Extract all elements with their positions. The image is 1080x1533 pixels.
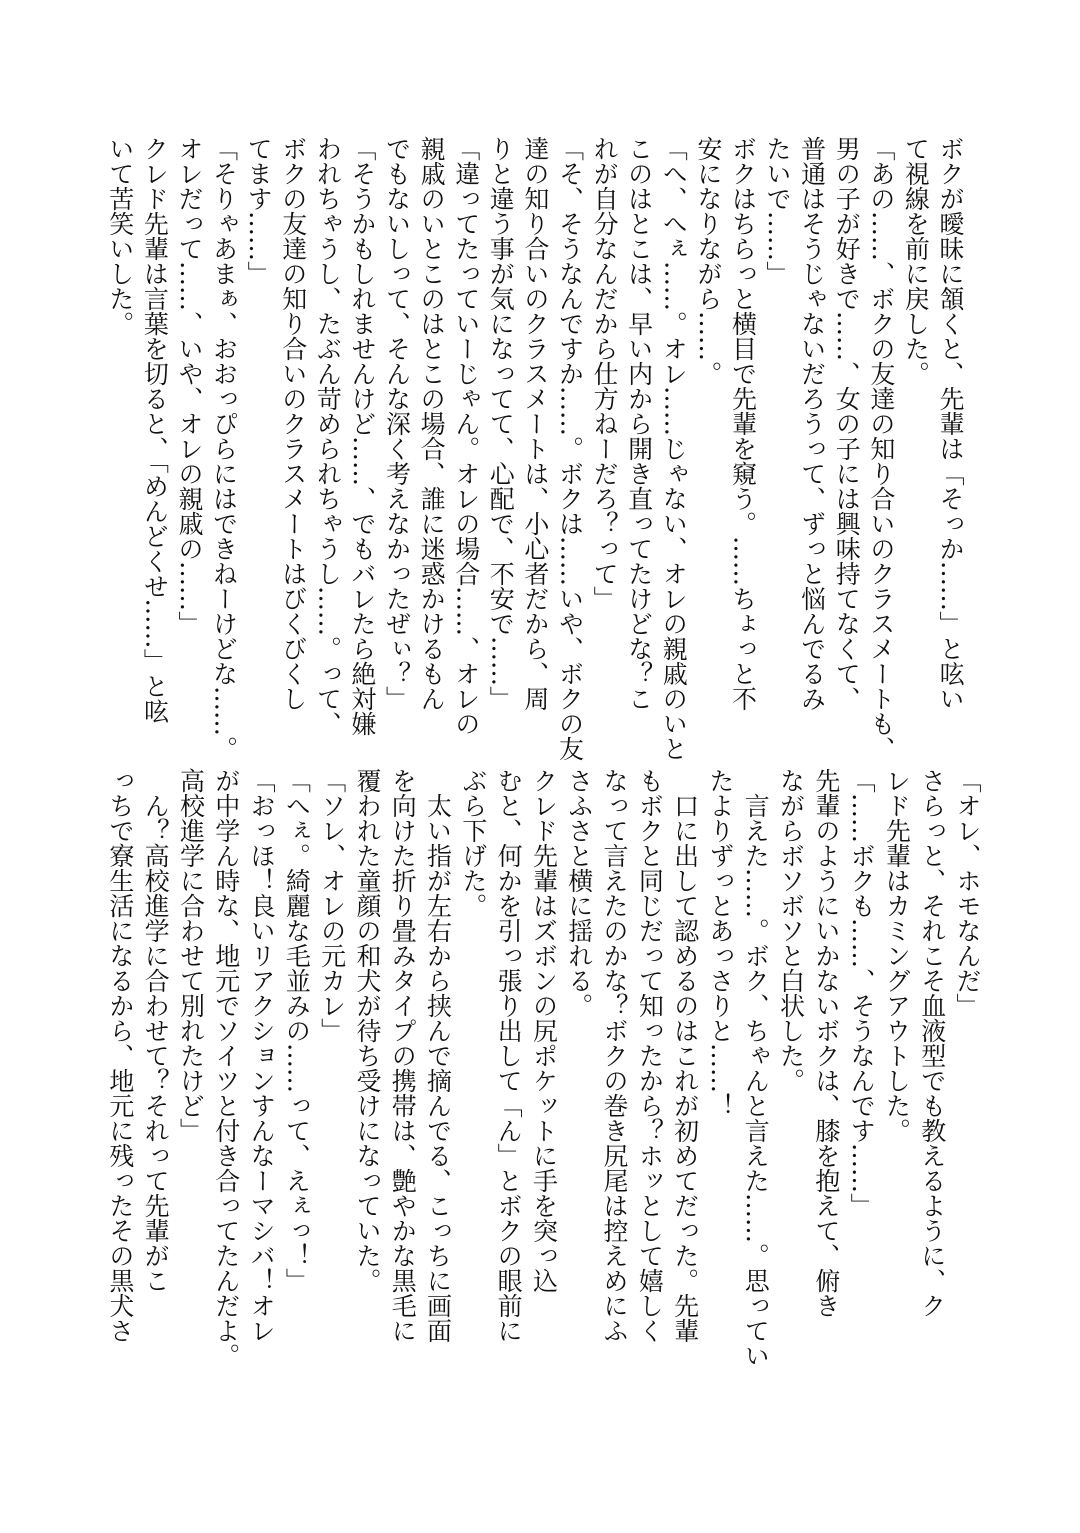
text-line: 「へ、へぇ……。オレ……じゃない、オレの親戚のいと xyxy=(659,136,689,761)
text-line: 「あの……、ボクの友達の知り合いのクラスメートも、 xyxy=(866,136,896,761)
text-line: 口に出して認めるのはこれが初めてだった。先輩 xyxy=(670,768,700,1343)
text-line: て視線を前に戻した。 xyxy=(901,136,931,386)
text-line: が中学ん時な、地元でソイツと付き合ってたんだよ。 xyxy=(211,768,241,1368)
text-line: たいで……」 xyxy=(763,136,793,286)
text-line: ボクが曖昧に頷くと、先輩は「そっか……」と呟い xyxy=(936,136,965,711)
text-line: てます……」 xyxy=(244,136,274,286)
text-line: 「そうかもしれませんけど……、でもバレたら絶対嫌 xyxy=(347,136,377,736)
text-block-top xyxy=(102,136,967,761)
text-line: 覆われた童顔の和犬が待ち受けになっていた。 xyxy=(352,768,382,1293)
text-line: 高校進学に合わせて別れたけど」 xyxy=(176,768,206,1143)
text-line: レド先輩はカミングアウトした。 xyxy=(882,768,912,1143)
text-line: クレド先輩は言葉を切ると、「めんどくせ……」と呟 xyxy=(140,136,170,724)
text-line: 「ソレ、オレの元カレ」 xyxy=(317,768,347,1043)
text-line: っちで寮生活になるから、地元に残ったその黒犬さ xyxy=(105,768,135,1343)
text-line: 「そ、そうなんですか……。ボクは……いや、ボクの友 xyxy=(555,136,585,761)
text-line: われちゃうし、たぶん苛められちゃうし……。って、 xyxy=(313,136,343,736)
text-line: を向けた折り畳みタイプの携帯は、艶やかな黒毛に xyxy=(388,768,418,1343)
text-line: ぶら下げた。 xyxy=(458,768,488,918)
text-line: さふさと横に揺れる。 xyxy=(564,768,594,1018)
text-line: 「へぇ。綺麗な毛並みの……って、えぇっ！」 xyxy=(282,768,312,1293)
text-line: 「オレ、ホモなんだ」 xyxy=(953,768,982,1018)
text-line: たよりずっとあっさりと……！ xyxy=(705,768,735,1118)
text-line: 男の子が好きで……、女の子には興味持てなくて、 xyxy=(832,136,862,711)
text-block-bottom xyxy=(103,768,985,1428)
text-line: 達の知り合いのクラスメートは、小心者だから、周 xyxy=(520,136,550,711)
text-line: ん？高校進学に合わせて？それって先輩がこ xyxy=(141,768,171,1293)
text-line: ながらボソボソと白状した。 xyxy=(776,768,806,1093)
text-line: 「……ボクも……、そうなんです……」 xyxy=(847,768,877,1218)
text-line: 普通はそうじゃないだろうって、ずっと悩んでるみ xyxy=(797,136,827,711)
text-line: このはとこは、早い内から開き直ってたけどな？こ xyxy=(624,136,654,711)
text-line: 太い指が左右から挟んで摘んでる、こっちに画面 xyxy=(423,768,453,1343)
text-line: 安になりながら……。 xyxy=(693,136,723,386)
text-line: 「違ってたっていーじゃん。オレの場合……、オレの xyxy=(451,136,481,736)
text-line: 「そりゃあまぁ、おおっぴらにはできねーけどな……。 xyxy=(209,136,239,761)
text-line: ボクの友達の知り合いのクラスメートはびくびくし xyxy=(278,136,308,711)
text-line: りと違う事が気になってて、心配で、不安で……」 xyxy=(486,136,516,711)
text-line: いて苦笑いした。 xyxy=(105,136,135,336)
text-line: ボクはちらっと横目で先輩を窺う。……ちょっと不 xyxy=(728,136,758,711)
text-line: もボクと同じだって知ったから？ホッとして嬉しく xyxy=(635,768,665,1343)
text-line: さらっと、それこそ血液型でも教えるように、ク xyxy=(917,768,947,1318)
text-line: むと、何かを引っ張り出して「ん」とボクの眼前に xyxy=(494,768,524,1343)
text-line: なって言えたのかな？ボクの巻き尻尾は控えめにふ xyxy=(600,768,630,1343)
text-line: 先輩のようにいかないボクは、膝を抱えて、俯き xyxy=(811,768,841,1318)
text-line: 言えた……。ボク、ちゃんと言えた……。思ってい xyxy=(741,768,771,1368)
text-line: クレド先輩はズボンの尻ポケットに手を突っ込 xyxy=(529,768,559,1293)
text-line: でもないしって、そんな深く考えなかったぜぃ？」 xyxy=(382,136,412,711)
text-line: オレだって……、いや、オレの親戚の……」 xyxy=(174,136,204,636)
text-line: 親戚のいとこのはとこの場合、誰に迷惑かけるもん xyxy=(417,136,447,711)
text-line: れが自分なんだから仕方ねーだろ？って」 xyxy=(590,136,620,611)
text-line: 「おっほ！良いリアクションすんなーマシバ！オレ xyxy=(247,768,277,1343)
